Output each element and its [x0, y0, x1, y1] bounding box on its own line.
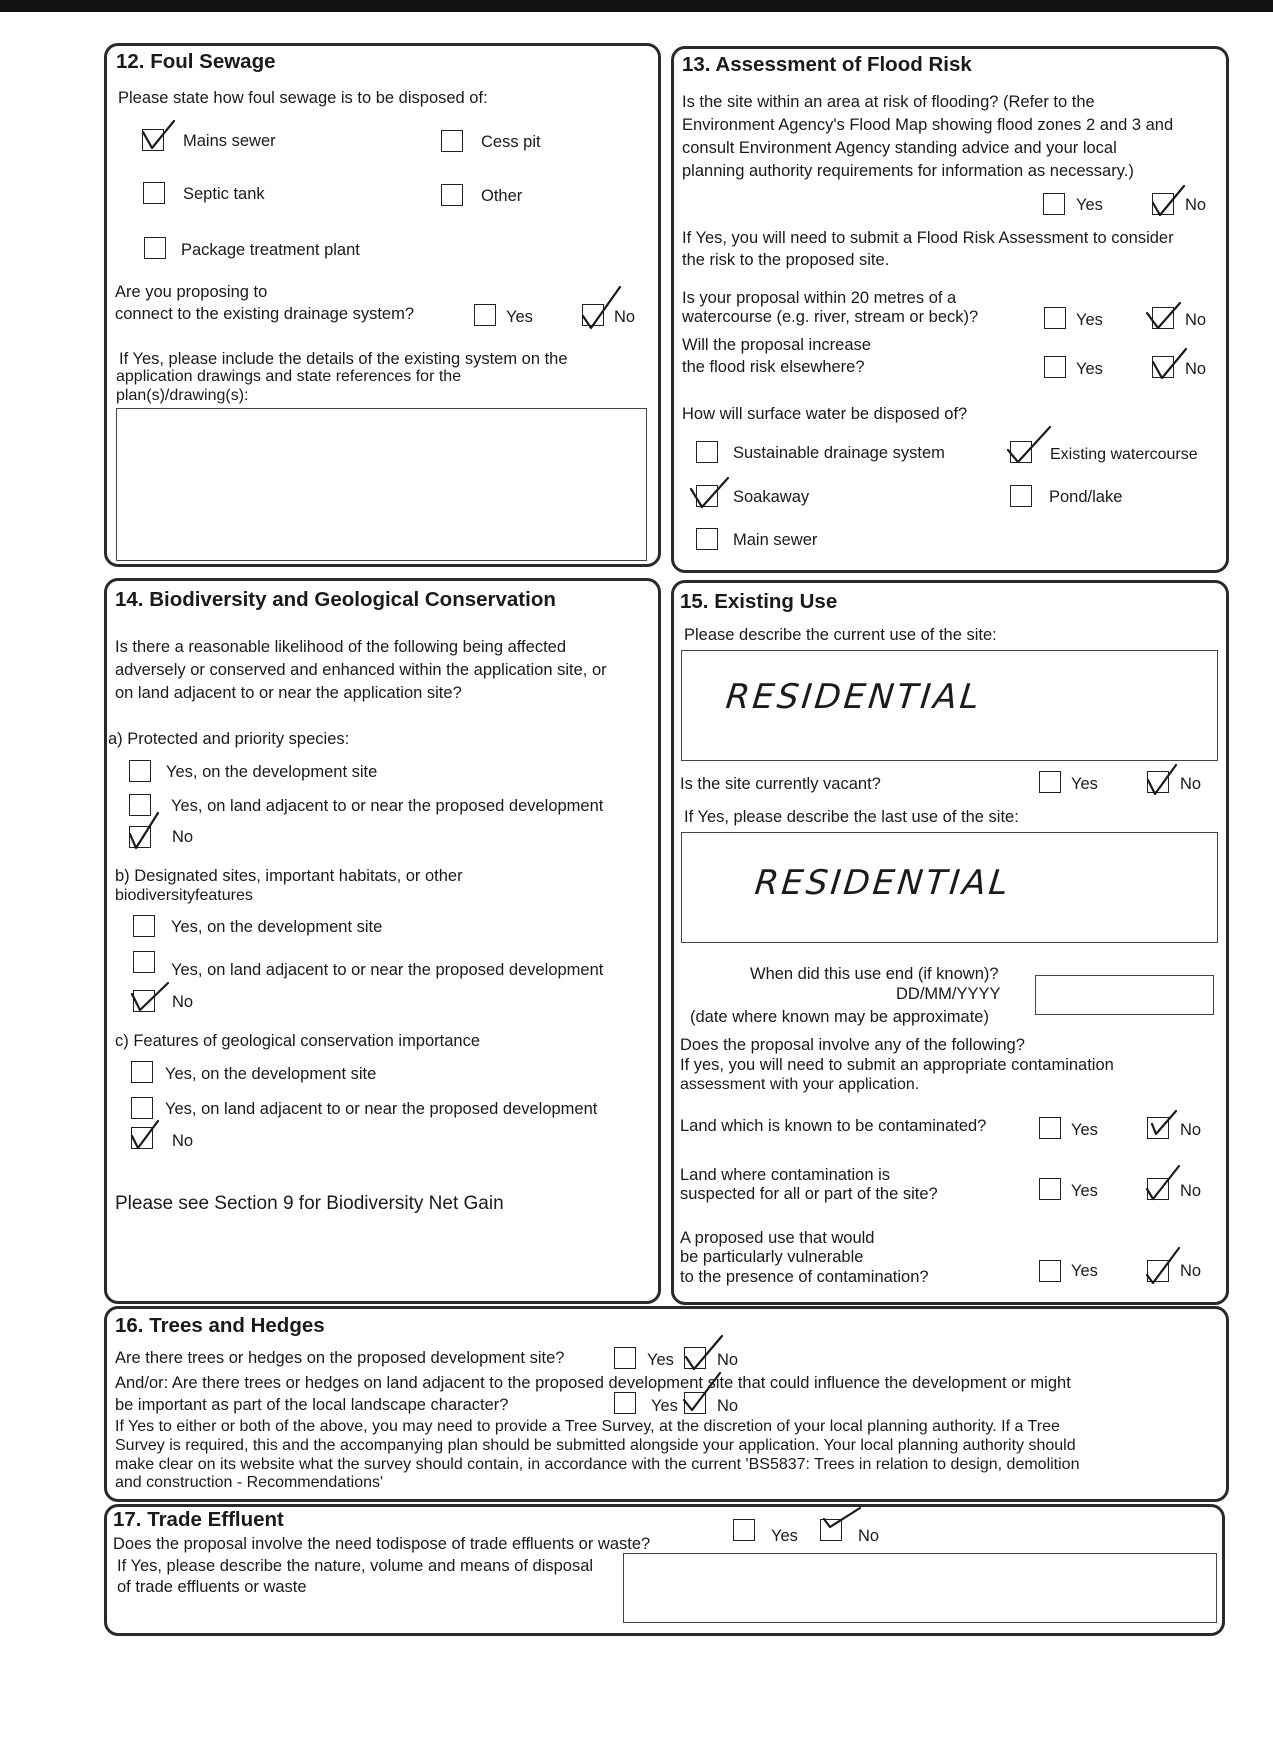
use-end-note: (date where known may be approximate) [690, 1008, 989, 1026]
current-use-value: RESIDENTIAL [723, 677, 984, 717]
septic-tank-label: Septic tank [183, 185, 265, 203]
flood-risk-no-checkmark [1150, 183, 1188, 219]
known-contamination-yes-checkbox[interactable] [1039, 1117, 1061, 1139]
tree-survey-note-3: make clear on its website what the survey should contain, in accordance with the current 'BS5837: Trees in relation to design, demolition [115, 1456, 1080, 1473]
flood-risk-no-label: No [1185, 196, 1207, 214]
tree-survey-note-4: and construction - Recommendations' [115, 1474, 384, 1491]
soakaway-label: Soakaway [733, 488, 810, 506]
flood-elsewhere-yes-label: Yes [1076, 360, 1103, 378]
last-use-field[interactable] [681, 832, 1218, 943]
foul-sewage-prompt: Please state how foul sewage is to be disposed of: [118, 89, 488, 107]
flood-risk-yes-checkbox[interactable] [1043, 193, 1065, 215]
vacant-no-checkmark [1144, 762, 1180, 798]
suds-checkbox[interactable] [696, 441, 718, 463]
connect-no-label: No [614, 308, 636, 326]
existing-system-details-field[interactable] [116, 408, 647, 561]
other-checkbox[interactable] [441, 184, 463, 206]
flood-question-line-4: planning authority requirements for information as necessary.) [682, 162, 1134, 180]
suspected-contamination-no-checkmark [1143, 1163, 1183, 1205]
trade-effluent-instruction-2: of trade effluents or waste [117, 1578, 307, 1596]
species-no-checkmark [126, 810, 162, 852]
trade-effluent-no-label: No [858, 1527, 880, 1545]
geological-site-checkbox[interactable] [131, 1061, 153, 1083]
designated-sites-label-2: biodiversityfeatures [115, 887, 253, 904]
existing-system-instruction-3: plan(s)/drawing(s): [116, 387, 249, 404]
tree-survey-note-2: Survey is required, this and the accompanying plan should be submitted alongside your application. Your local planning authority should [115, 1437, 1076, 1454]
vacant-yes-checkbox[interactable] [1039, 771, 1061, 793]
vulnerable-use-no-label: No [1180, 1262, 1202, 1280]
pond-lake-checkbox[interactable] [1010, 485, 1032, 507]
existing-watercourse-checkmark [1004, 424, 1054, 468]
trees-on-site-yes-checkbox[interactable] [614, 1347, 636, 1369]
package-plant-label: Package treatment plant [181, 241, 360, 259]
soakaway-checkmark [688, 475, 732, 513]
trees-adjacent-question-2: be important as part of the local landscape character? [115, 1396, 509, 1414]
cess-pit-checkbox[interactable] [441, 130, 463, 152]
trees-adjacent-no-label: No [717, 1397, 739, 1415]
trees-adjacent-question-1: And/or: Are there trees or hedges on land adjacent to the proposed development site that could influence the development or might [115, 1374, 1071, 1392]
surface-water-question: How will surface water be disposed of? [682, 405, 968, 423]
main-sewer-checkbox[interactable] [696, 528, 718, 550]
flood-question-line-2: Environment Agency's Flood Map showing flood zones 2 and 3 and [682, 116, 1174, 134]
watercourse-question-2: watercourse (e.g. river, stream or beck)? [682, 308, 979, 326]
trade-effluent-yes-checkbox[interactable] [733, 1519, 755, 1541]
known-contamination-no-checkmark [1146, 1108, 1180, 1142]
package-plant-checkbox[interactable] [144, 237, 166, 259]
watercourse-no-label: No [1185, 311, 1207, 329]
geological-no-checkmark [128, 1118, 162, 1152]
trees-on-site-no-label: No [717, 1351, 739, 1369]
habitats-site-label: Yes, on the development site [171, 918, 383, 936]
vacant-question: Is the site currently vacant? [680, 775, 881, 793]
section-15-title: 15. Existing Use [680, 590, 838, 613]
trade-effluent-details-field[interactable] [623, 1553, 1217, 1623]
biodiversity-intro-3: on land adjacent to or near the application site? [115, 684, 462, 702]
contamination-intro-1: Does the proposal involve any of the following? [680, 1036, 1025, 1054]
trees-adjacent-yes-label: Yes [651, 1397, 678, 1415]
section-12-title: 12. Foul Sewage [116, 50, 276, 73]
mains-sewer-checkmark [140, 118, 180, 154]
known-contamination-yes-label: Yes [1071, 1121, 1098, 1139]
fra-instruction-1: If Yes, you will need to submit a Flood Risk Assessment to consider [682, 229, 1174, 247]
connect-question-line-2: connect to the existing drainage system? [115, 305, 415, 323]
geological-label: c) Features of geological conservation importance [115, 1032, 481, 1050]
mains-sewer-label: Mains sewer [183, 132, 276, 150]
last-use-prompt: If Yes, please describe the last use of the site: [684, 808, 1019, 826]
existing-system-instruction-2: application drawings and state references for the [116, 368, 462, 385]
species-no-label: No [172, 828, 194, 846]
existing-system-instruction-1: If Yes, please include the details of the existing system on the [119, 350, 568, 368]
existing-watercourse-label: Existing watercourse [1050, 446, 1198, 463]
watercourse-yes-checkbox[interactable] [1044, 307, 1066, 329]
flood-elsewhere-no-label: No [1185, 360, 1207, 378]
trees-adjacent-yes-checkbox[interactable] [614, 1392, 636, 1414]
connect-question-line-1: Are you proposing to [115, 283, 268, 301]
geological-adjacent-checkbox[interactable] [131, 1097, 153, 1119]
trees-on-site-question: Are there trees or hedges on the proposed development site? [115, 1349, 565, 1367]
species-adjacent-label: Yes, on land adjacent to or near the proposed development [171, 797, 604, 815]
flood-elsewhere-question-1: Will the proposal increase [682, 336, 871, 354]
flood-elsewhere-question-2: the flood risk elsewhere? [682, 358, 865, 376]
section-13-title: 13. Assessment of Flood Risk [682, 53, 972, 76]
bng-note: Please see Section 9 for Biodiversity Net Gain [115, 1193, 504, 1214]
biodiversity-intro-2: adversely or conserved and enhanced within the application site, or [115, 661, 607, 679]
vacant-no-label: No [1180, 775, 1202, 793]
designated-sites-label-1: b) Designated sites, important habitats, or other [115, 867, 463, 885]
contamination-intro-3: assessment with your application. [680, 1076, 920, 1093]
suspected-contamination-question-1: Land where contamination is [680, 1166, 891, 1184]
connect-yes-checkbox[interactable] [474, 304, 496, 326]
other-label: Other [481, 187, 523, 205]
trade-effluent-instruction-1: If Yes, please describe the nature, volume and means of disposal [117, 1557, 594, 1575]
last-use-value: RESIDENTIAL [752, 863, 1013, 903]
pond-lake-label: Pond/lake [1049, 488, 1123, 506]
habitats-no-checkmark [128, 980, 172, 1016]
use-end-question: When did this use end (if known)? [750, 965, 999, 983]
geological-site-label: Yes, on the development site [165, 1065, 377, 1083]
geological-no-label: No [172, 1132, 194, 1150]
habitats-adjacent-checkbox[interactable] [133, 951, 155, 973]
suspected-contamination-question-2: suspected for all or part of the site? [680, 1185, 938, 1203]
vulnerable-use-no-checkmark [1143, 1245, 1183, 1287]
scan-top-edge [0, 0, 1273, 12]
fra-instruction-2: the risk to the proposed site. [682, 251, 890, 269]
trees-on-site-yes-label: Yes [647, 1351, 674, 1369]
habitats-no-label: No [172, 993, 194, 1011]
vulnerable-use-question-3: to the presence of contamination? [680, 1268, 929, 1286]
section-14-title: 14. Biodiversity and Geological Conservation [115, 588, 556, 611]
watercourse-question-1: Is your proposal within 20 metres of a [682, 289, 957, 307]
known-contamination-question: Land which is known to be contaminated? [680, 1117, 987, 1135]
flood-elsewhere-no-checkmark [1150, 346, 1190, 382]
tree-survey-note-1: If Yes to either or both of the above, you may need to provide a Tree Survey, at the discretion of your local planning authority. If a Tree [115, 1418, 1060, 1435]
flood-question-line-1: Is the site within an area at risk of flooding? (Refer to the [682, 93, 1095, 111]
connect-yes-label: Yes [506, 308, 533, 326]
septic-tank-checkbox[interactable] [143, 182, 165, 204]
cess-pit-label: Cess pit [481, 133, 541, 151]
suds-label: Sustainable drainage system [733, 444, 945, 462]
suspected-contamination-yes-label: Yes [1071, 1182, 1098, 1200]
flood-risk-yes-label: Yes [1076, 196, 1103, 214]
watercourse-no-checkmark [1144, 300, 1184, 334]
vulnerable-use-question-1: A proposed use that would [680, 1229, 875, 1247]
section-17-title: 17. Trade Effluent [113, 1508, 284, 1531]
use-end-date-field[interactable] [1035, 975, 1214, 1015]
current-use-prompt: Please describe the current use of the site: [684, 626, 997, 644]
vulnerable-use-question-2: be particularly vulnerable [680, 1248, 864, 1266]
biodiversity-intro-1: Is there a reasonable likelihood of the following being affected [115, 638, 567, 656]
main-sewer-label: Main sewer [733, 531, 818, 549]
vacant-yes-label: Yes [1071, 775, 1098, 793]
geological-adjacent-label: Yes, on land adjacent to or near the proposed development [165, 1100, 598, 1118]
species-site-label: Yes, on the development site [166, 763, 378, 781]
habitats-site-checkbox[interactable] [133, 915, 155, 937]
trade-effluent-question: Does the proposal involve the need todispose of trade effluents or waste? [113, 1535, 651, 1553]
flood-question-line-3: consult Environment Agency standing advice and your local [682, 139, 1117, 157]
vulnerable-use-yes-label: Yes [1071, 1262, 1098, 1280]
habitats-adjacent-label: Yes, on land adjacent to or near the proposed development [171, 961, 604, 979]
suspected-contamination-yes-checkbox[interactable] [1039, 1178, 1061, 1200]
trade-effluent-yes-label: Yes [771, 1527, 798, 1545]
known-contamination-no-label: No [1180, 1121, 1202, 1139]
use-end-format: DD/MM/YYYY [896, 985, 1001, 1003]
section-16-title: 16. Trees and Hedges [115, 1314, 325, 1337]
current-use-field[interactable] [681, 650, 1218, 761]
suspected-contamination-no-label: No [1180, 1182, 1202, 1200]
watercourse-yes-label: Yes [1076, 311, 1103, 329]
contamination-intro-2: If yes, you will need to submit an appropriate contamination [680, 1056, 1114, 1074]
flood-elsewhere-yes-checkbox[interactable] [1044, 356, 1066, 378]
vulnerable-use-yes-checkbox[interactable] [1039, 1260, 1061, 1282]
protected-species-label: a) Protected and priority species: [108, 730, 350, 748]
species-site-checkbox[interactable] [129, 760, 151, 782]
